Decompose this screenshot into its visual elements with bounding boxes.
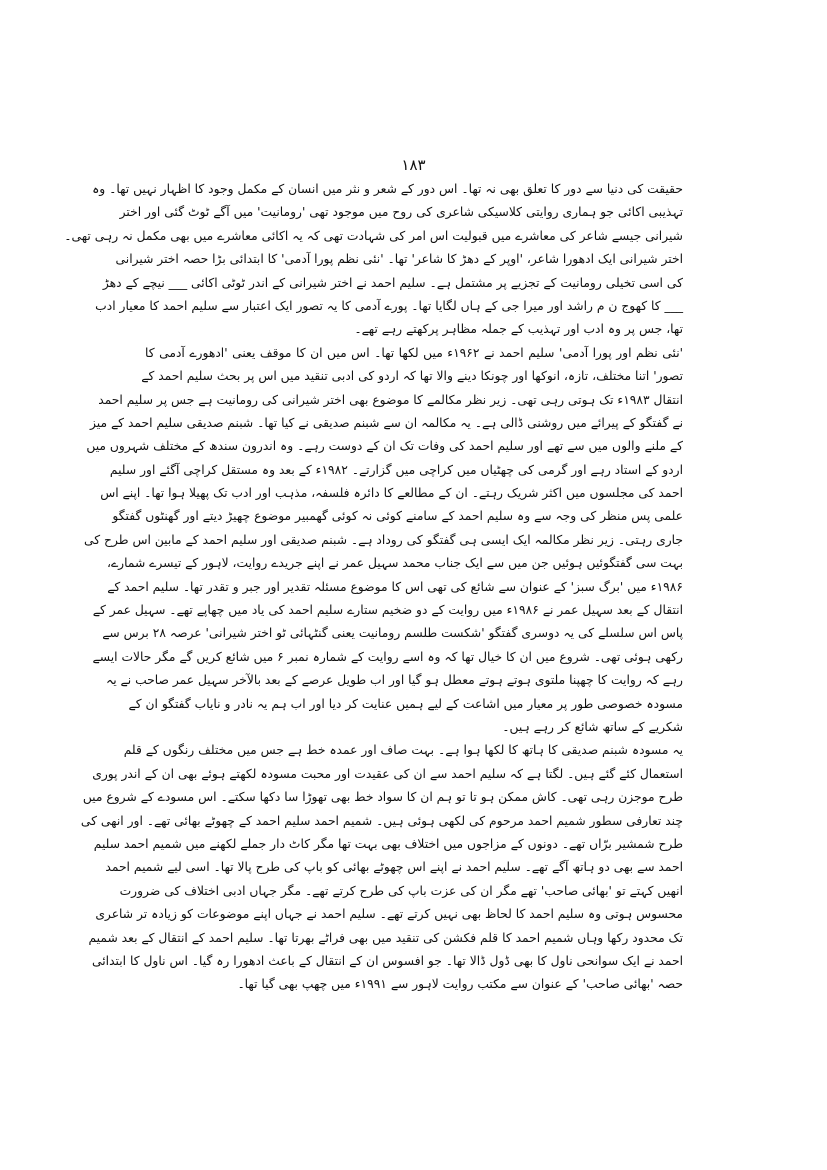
text-line: شکریے کے ساتھ شائع کر رہے ہیں۔ [502,719,683,734]
text-line: چند تعارفی سطور شمیم احمد مرحوم کی لکھی ہوئی ہیں۔ شمیم احمد سلیم احمد کے چھوٹے بھائی تھے۔ اور انھی کی [80,813,683,828]
text-line: طرح موجزن رہی تھی۔ کاش ممکن ہو تا تو ہم ان کا سواد خط بھی تھوڑا سا دکھا سکتے۔ اس مسودے کے شروع میں [82,790,683,805]
page-number: ١٨٣ [401,156,426,174]
paragraph-3 [84,342,684,740]
text-line: احمد سے بھی دو ہاتھ آگے تھے۔ سلیم احمد نے اپنے اس چھوٹے بھائی کو باپ کی طرح پالا تھا۔ اسی لیے شمیم احمد [105,860,683,875]
text-line: اردو کے استاد رہے اور گرمی کی چھٹیاں میں کراچی میں گزارتے۔ ۱۹۸۲ء کے بعد وہ مستقل کراچی آگئے اور سلیم [109,462,683,477]
text-line: احمد کی مجلسوں میں اکثر شریک رہتے۔ ان کے مطالعے کا دائرہ فلسفہ، مذہب اور ادب تک پھیلا ہوا تھا۔ اپنے اس [100,486,683,501]
text-line: مسودہ خصوصی طور پر معیار میں اشاعت کے لیے ہمیں عنایت کر دیا اور اب ہم یہ نادر و نایاب گفتگو ان کے [128,696,683,711]
text-line: بہت سی گفتگوئیں ہوئیں جن میں سے ایک جناب محمد سہیل عمر نے اپنے جریدے روایت، لاہور کے تیسرے شمارے، [106,556,683,571]
text-line: کے ملنے والوں میں سے تھے اور سلیم احمد کی وفات تک ان کے دوست رہے۔ وہ اندرون سندھ کے مختلف شہروں میں [86,439,683,454]
text-line: شیرانی جیسے شاعر کی معاشرے میں قبولیت اس امر کی شہادت تھی کہ یہ اکائی معاشرے میں بھی مکمل نہ رہی تھی۔ [64,228,683,243]
text-line: نے گفتگو کے پیرائے میں روشنی ڈالی ہے۔ یہ مکالمہ ان سے شبنم صدیقی نے کیا تھا۔ شبنم صدیقی سلیم احمد کے میز [89,415,683,430]
text-line: تک محدود رکھا وہاں شمیم احمد کا قلم فکشن کی تنقید میں بھی فراٹے بھرتا تھا۔ سلیم احمد کے انتقال کے بعد شمیم [88,930,683,945]
text-line: جاری رہتی۔ زیر نظر مکالمہ ایک ایسی ہی گفتگو کی روداد ہے۔ شبنم صدیقی اور سلیم احمد کے مابین اس طرح کی [84,532,683,547]
text-line: محسوس ہوتی وہ سلیم احمد کا لحاظ بھی نہیں کرتے تھے۔ سلیم احمد نے جہاں اپنے موضوعات کو زیادہ تر شاعری [95,907,683,922]
body-text [64,178,684,997]
text-line: انتقال کے بعد سہیل عمر نے ۱۹۸۶ء میں روایت کے دو ضخیم ستارے سلیم احمد کی یاد میں چھاپے تھے۔ سہیل عمر کے [92,603,683,618]
text-line: استعمال کئے گئے ہیں۔ لگتا ہے کہ سلیم احمد سے ان کی عقیدت اور محبت مسودہ لکھتے ہوئے بھی ان کے اندر پوری [92,766,683,781]
text-line: ___ کا کھوج ن م راشد اور میرا جی کے ہاں لگایا تھا۔ پورے آدمی کا یہ تصور ایک اعتبار سے سلیم احمد کا معیار ادب [95,298,683,313]
text-line: اختر شیرانی ایک ادھورا شاعر، 'اوپر کے دھڑ کا شاعر' تھا۔ 'نئی نظم پورا آدمی' کا ابتدائی بڑا حصہ اختر شیرانی [115,252,683,267]
text-line: یہ مسودہ شبنم صدیقی کا ہاتھ کا لکھا ہوا ہے۔ بہت صاف اور عمدہ خط ہے جس میں مختلف رنگوں کے قلم [123,743,683,758]
text-line: پاس اس سلسلے کی یہ دوسری گفتگو 'شکست طلسم رومانیت یعنی گنٹہائی ٹو اختر شیرانی' عرصہ ۲۸ برس سے [102,626,683,641]
text-line: 'نئی نظم اور پورا آدمی' سلیم احمد نے ۱۹۶۲ء میں لکھا تھا۔ اس میں ان کا موقف یعنی 'ادھورے آدمی کا [145,345,684,360]
text-line: کی اسی تخیلی رومانیت کے تجزیے پر مشتمل ہے۔ سلیم احمد نے اختر شیرانی کے اندر ٹوٹی اکائی ___ نیچے کے دھڑ [102,275,683,290]
paragraph-4 [80,739,683,996]
text-line: ۱۹۸۶ء میں 'برگ سبز' کے عنوان سے شائع کی تھی اس کا موضوع مسئلہ تقدیر اور جبر و تقدر تھا۔ سلیم احمد کے [107,579,683,594]
text-line: احمد نے ایک سوانحی ناول کا بھی ڈول ڈالا تھا۔ جو افسوس ان کے انتقال کے باعث ادھورا رہ گیا۔ اس ناول کا ابتدائی [91,953,683,968]
text-line: تہذیبی اکائی جو ہماری روایتی کلاسیکی شاعری کی روح میں موجود تھی 'رومانیت' میں آگے ٹوٹ گئی اور اختر [119,205,683,220]
text-line: حصہ 'بھائی صاحب' کے عنوان سے مکتب روایت لاہور سے ۱۹۹۱ء میں چھپ بھی گیا تھا۔ [237,977,683,992]
text-line: انھیں کہتے تو 'بھائی صاحب' تھے مگر ان کی عزت باپ کی طرح کرتے تھے۔ مگر جہاں ادبی اختلاف کی ضرورت [119,883,683,898]
text-line: حقیقت کی دنیا سے دور کا تعلق بھی نہ تھا۔ اس دور کے شعر و نثر میں انسان کے مکمل وجود کا اظہار نہیں تھا۔ وہ [92,182,683,196]
paragraph-2 [95,248,683,342]
text-line: طرح شمشیر برّاں تھے۔ دونوں کے مزاجوں میں اختلاف بھی بہت تھا مگر کاٹ دار جملے لکھنے میں شمیم احمد سلیم [93,836,683,851]
text-line: تصور' اتنا مختلف، تازہ، انوکھا اور چونکا دینے والا تھا کہ اردو کی ادبی تنقید میں اس پر بحث سلیم احمد کے [141,369,683,384]
text-line: رکھی ہوئی تھی۔ شروع میں ان کا خیال تھا کہ وہ اسے روایت کے شمارہ نمبر ۶ میں شائع کریں گے مگر حالات ایسے [92,649,683,664]
paragraph-1 [64,178,683,248]
text-line: رہے کہ روایت کا چھپنا ملتوی ہوتے ہوتے معطل ہو گیا اور اب طویل عرصے کے بعد بالآخر سہیل عمر صاحب نے یہ [106,673,683,688]
text-line: انتقال ۱۹۸۳ء تک ہوتی رہی تھی۔ زیر نظر مکالمے کا موضوع بھی اختر شیرانی کی رومانیت ہے جس پر سلیم احمد [98,392,683,407]
text-line: علمی پس منظر کی وجہ سے وہ سلیم احمد کے سامنے کوئی نہ کوئی گھمبیر موضوع چھیڑ دیتے اور گھنٹوں گفتگو [112,509,683,524]
text-line: تھا، جس پر وہ ادب اور تہذیب کے جملہ مظاہر پرکھتے رہے تھے۔ [354,322,683,337]
